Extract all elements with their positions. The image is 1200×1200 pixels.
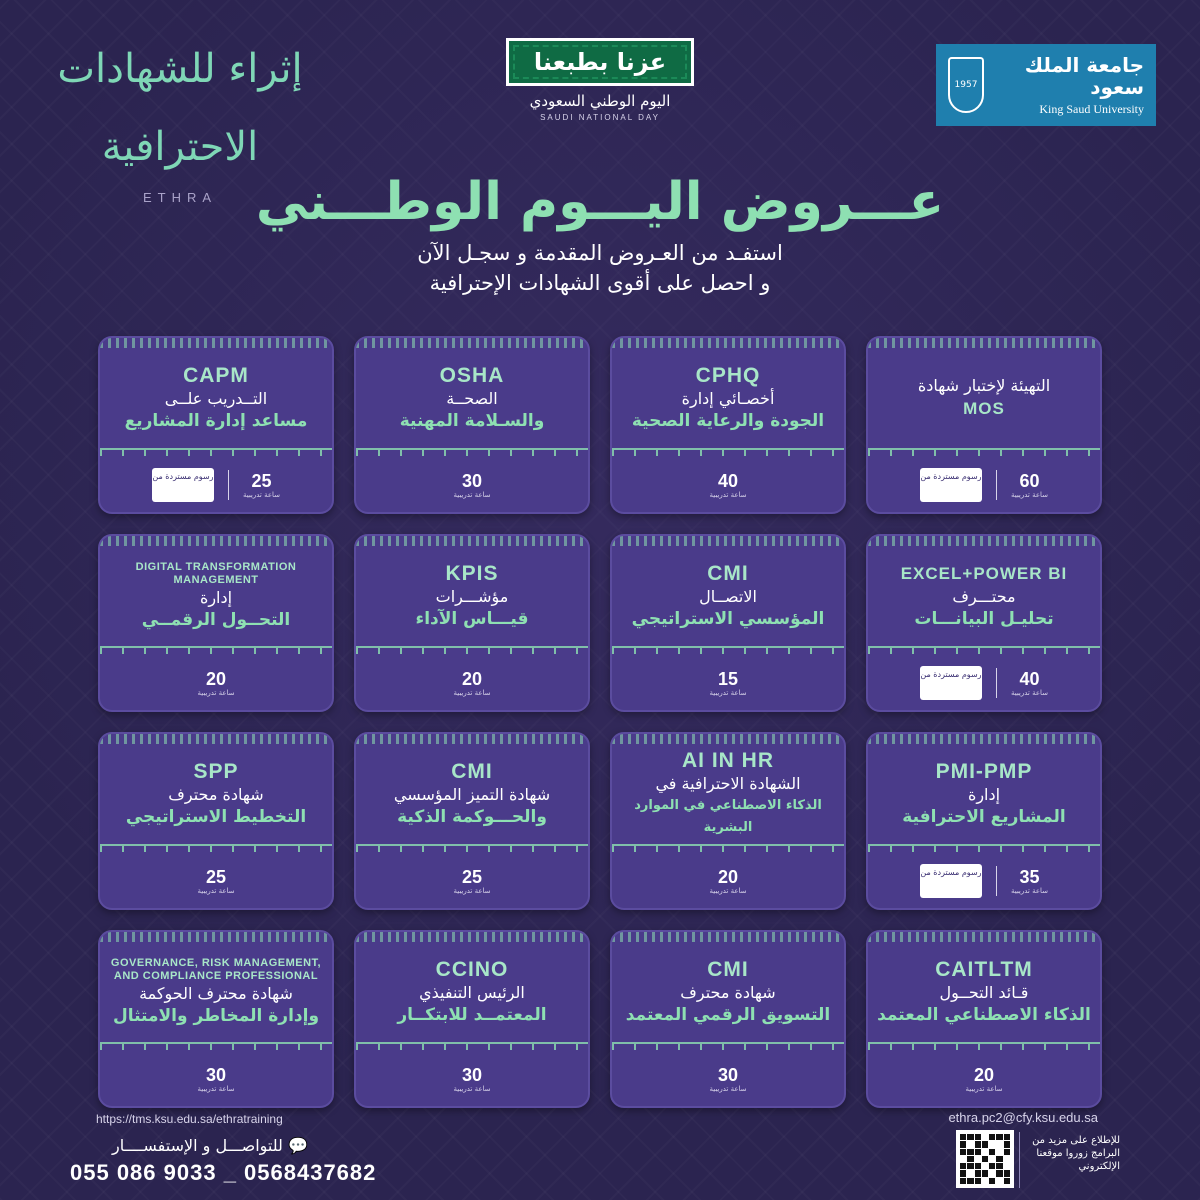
refund-badge: رسوم مستردة من (920, 666, 982, 700)
training-url-link[interactable]: https://tms.ksu.edu.sa/ethratraining (96, 1112, 283, 1126)
card-code: CPHQ (695, 364, 761, 387)
card-hours: 20 (717, 867, 739, 887)
card-code: CCINO (435, 958, 509, 981)
card-line1: إدارة (199, 588, 233, 607)
card-line2: والحـــوكمة الذكية (397, 807, 547, 827)
card-hours-unit: ساعة تدريبية (197, 689, 235, 697)
card-code: PMI-PMP (935, 760, 1033, 783)
offer-card-pmi-pmp[interactable] (866, 732, 1102, 910)
card-code: CMI (451, 760, 493, 783)
card-line2: مساعد إدارة المشاريع (124, 411, 308, 431)
badge-separator (996, 470, 997, 500)
card-code: CAPM (183, 364, 249, 387)
ethra-logo-arabic: إثراء للشهادات الاحترافية (57, 46, 303, 170)
card-line2: التحــول الرقمــي (141, 610, 291, 630)
card-line1: أخصـائي إدارة (681, 389, 775, 408)
card-hours-unit: ساعة تدريبية (453, 887, 491, 895)
card-line1: شهادة التميز المؤسسي (393, 785, 551, 804)
ethra-logo (40, 30, 320, 205)
qr-separator (1019, 1132, 1020, 1188)
card-hours-unit: ساعة تدريبية (197, 887, 235, 895)
card-hours-unit: ساعة تدريبية (242, 491, 281, 499)
card-divider (100, 646, 332, 654)
ksu-logo-arabic: جامعة الملك سعود (1024, 52, 1144, 99)
ksu-emblem-icon (948, 57, 984, 113)
card-hours-unit: ساعة تدريبية (453, 1085, 491, 1093)
refund-badge: رسوم مستردة من (152, 468, 214, 502)
card-divider (868, 844, 1100, 852)
card-hours: 60 (1019, 471, 1040, 491)
offer-card-ai-in-hr[interactable] (610, 732, 846, 910)
card-fringe (612, 932, 844, 942)
card-fringe (100, 536, 332, 546)
offer-card-excel-powerbi[interactable] (866, 534, 1102, 712)
card-hours-unit: ساعة تدريبية (453, 689, 491, 697)
card-hours-unit: ساعة تدريبية (709, 887, 747, 895)
card-hours-unit: ساعة تدريبية (197, 1085, 235, 1093)
card-divider (356, 844, 588, 852)
card-hours-unit: ساعة تدريبية (1010, 689, 1049, 697)
offer-card-cmi-governance[interactable] (354, 732, 590, 910)
national-day-english: SAUDI NATIONAL DAY (540, 113, 660, 122)
offer-card-kpis[interactable] (354, 534, 590, 712)
card-line1: شهادة محترف (168, 785, 264, 804)
offer-card-osha[interactable] (354, 336, 590, 514)
card-code: OSHA (439, 364, 505, 387)
card-fringe (356, 338, 588, 348)
national-day-slogan-box (506, 38, 694, 86)
card-fringe (612, 536, 844, 546)
card-code: EXCEL+POWER BI (900, 564, 1068, 583)
contact-phones[interactable]: 055 086 9033 _ 0568437682 (70, 1160, 377, 1185)
card-line1: الشهادة الاحترافية في (655, 774, 801, 793)
offer-card-cmi-digital-marketing[interactable] (610, 930, 846, 1108)
badge-separator (228, 470, 229, 500)
card-fringe (100, 932, 332, 942)
card-line2: الجودة والرعاية الصحية (631, 411, 825, 431)
card-hours-unit: ساعة تدريبية (1010, 887, 1049, 895)
card-line1: الاتصــال (699, 587, 757, 606)
card-divider (868, 448, 1100, 456)
card-line2: التخطيط الاستراتيجي (125, 807, 307, 827)
card-hours-unit: ساعة تدريبية (453, 491, 491, 499)
ksu-logo-english: King Saud University (1039, 101, 1144, 116)
page-title: عـــروض اليـــوم الوطـــني (255, 172, 945, 232)
card-line1: مؤشـــرات (435, 587, 509, 606)
card-line2: الذكاء الاصطناعي في الموارد البشرية (634, 798, 822, 835)
card-hours: 35 (1019, 867, 1040, 887)
card-hours-unit: ساعة تدريبية (709, 689, 747, 697)
card-line2: المعتمــد للابتكــار (397, 1005, 547, 1025)
card-hours: 40 (1019, 669, 1040, 689)
card-hours: 30 (205, 1065, 227, 1085)
card-hours: 30 (461, 471, 483, 491)
card-line2: الذكاء الاصطناعي المعتمد (877, 1005, 1091, 1025)
card-line2: قيـــاس الآداء (415, 609, 529, 629)
card-line1: الرئيس التنفيذي (419, 983, 525, 1002)
card-hours: 30 (461, 1065, 483, 1085)
card-code: SPP (193, 760, 239, 783)
ethra-logo-english: ETHRA (142, 190, 218, 205)
card-line1: الصحــة (446, 389, 498, 408)
card-hours: 15 (717, 669, 739, 689)
offer-card-mos[interactable] (866, 336, 1102, 514)
card-fringe (356, 932, 588, 942)
card-code: KPIS (445, 562, 499, 585)
card-fringe (356, 536, 588, 546)
ksu-logo (936, 44, 1156, 126)
card-hours-unit: ساعة تدريبية (709, 491, 747, 499)
offer-card-caitltm[interactable] (866, 930, 1102, 1108)
card-hours: 30 (717, 1065, 739, 1085)
card-divider (100, 1042, 332, 1050)
subtitle-line-2: و احصل على أقوى الشهادات الإحترافية (429, 271, 771, 295)
contact-label-text: للتواصـــل و الإستفســــار (112, 1136, 283, 1155)
card-fringe (100, 338, 332, 348)
offer-card-spp[interactable] (98, 732, 334, 910)
card-hours-unit: ساعة تدريبية (709, 1085, 747, 1093)
card-fringe (868, 536, 1100, 546)
card-fringe (100, 734, 332, 744)
card-divider (868, 1042, 1100, 1050)
card-hours: 25 (205, 867, 227, 887)
card-code: CMI (707, 958, 749, 981)
card-line2: والسـلامة المهنية (399, 411, 545, 431)
page-subtitle (0, 238, 1200, 298)
subtitle-line-1: استفـد من العـروض المقدمة و سجـل الآن (417, 241, 783, 265)
offer-card-ccino[interactable] (354, 930, 590, 1108)
card-hours-unit: ساعة تدريبية (1010, 491, 1049, 499)
chat-icon: 💬 (288, 1136, 308, 1155)
national-day-slogan: عزنا بطبعنا (533, 48, 667, 76)
card-divider (356, 448, 588, 456)
card-divider (356, 646, 588, 654)
ksu-emblem-year: 1957 (954, 80, 978, 90)
card-line2: المشاريع الاحترافية (902, 807, 1066, 827)
card-fringe (868, 338, 1100, 348)
card-fringe (612, 338, 844, 348)
card-line1: محتـــرف (952, 587, 1016, 606)
card-hours: 40 (717, 471, 739, 491)
card-divider (356, 1042, 588, 1050)
card-code: CAITLTM (935, 958, 1033, 981)
qr-code-icon[interactable] (956, 1130, 1014, 1188)
card-fringe (868, 932, 1100, 942)
card-code: DIGITAL TRANSFORMATION MANAGEMENT (135, 561, 297, 586)
card-divider (612, 448, 844, 456)
offer-card-grc[interactable] (98, 930, 334, 1108)
card-divider (100, 844, 332, 852)
card-line1: شهادة محترف (680, 983, 776, 1002)
card-line2: تحليـل البيانـــات (914, 609, 1054, 629)
card-line1: التــدريب علــى (164, 389, 268, 408)
card-divider (612, 844, 844, 852)
card-divider (612, 646, 844, 654)
card-line2: وإدارة المخاطر والامتثال (112, 1006, 320, 1026)
card-hours: 20 (973, 1065, 995, 1085)
offer-card-cmi-communication[interactable] (610, 534, 846, 712)
card-hours: 25 (461, 867, 483, 887)
badge-separator (996, 866, 997, 896)
card-hours-unit: ساعة تدريبية (965, 1085, 1003, 1093)
qr-caption: للإطلاع على مزيد من البرامج زوروا موقعنا الإلكتروني (1032, 1135, 1120, 1172)
contact-label (70, 1136, 350, 1155)
card-divider (868, 646, 1100, 654)
card-divider (612, 1042, 844, 1050)
offer-card-digital-transformation[interactable] (98, 534, 334, 712)
card-hours: 25 (251, 471, 272, 491)
card-line2: التسويق الرقمي المعتمد (625, 1005, 831, 1025)
offer-card-cphq[interactable] (610, 336, 846, 514)
national-day-logo (500, 38, 700, 138)
card-line2: MOS (963, 399, 1005, 418)
card-line1: شهادة محترف الحوكمة (139, 984, 293, 1003)
card-hours: 20 (461, 669, 483, 689)
card-code: AI IN HR (682, 749, 774, 772)
national-day-arabic: اليوم الوطني السعودي (529, 92, 671, 110)
refund-badge: رسوم مستردة من (920, 864, 982, 898)
badge-separator (996, 668, 997, 698)
card-fringe (868, 734, 1100, 744)
card-line1: قـائد التحــول (939, 983, 1029, 1002)
offer-card-capm[interactable] (98, 336, 334, 514)
card-hours: 20 (205, 669, 227, 689)
card-divider (100, 448, 332, 456)
card-line1: التهيئة لإختبار شهادة (917, 376, 1051, 395)
card-line1: إدارة (967, 785, 1001, 804)
card-code: CMI (707, 562, 749, 585)
contact-email-link[interactable]: ethra.pc2@cfy.ksu.edu.sa (948, 1110, 1098, 1125)
card-line2: المؤسسي الاستراتيجي (631, 609, 825, 629)
card-fringe (612, 734, 844, 744)
offers-grid (98, 336, 1102, 1108)
card-fringe (356, 734, 588, 744)
refund-badge: رسوم مستردة من (920, 468, 982, 502)
card-code: GOVERNANCE, RISK MANAGEMENT, AND COMPLIANCE PROFESSIONAL (110, 957, 322, 982)
